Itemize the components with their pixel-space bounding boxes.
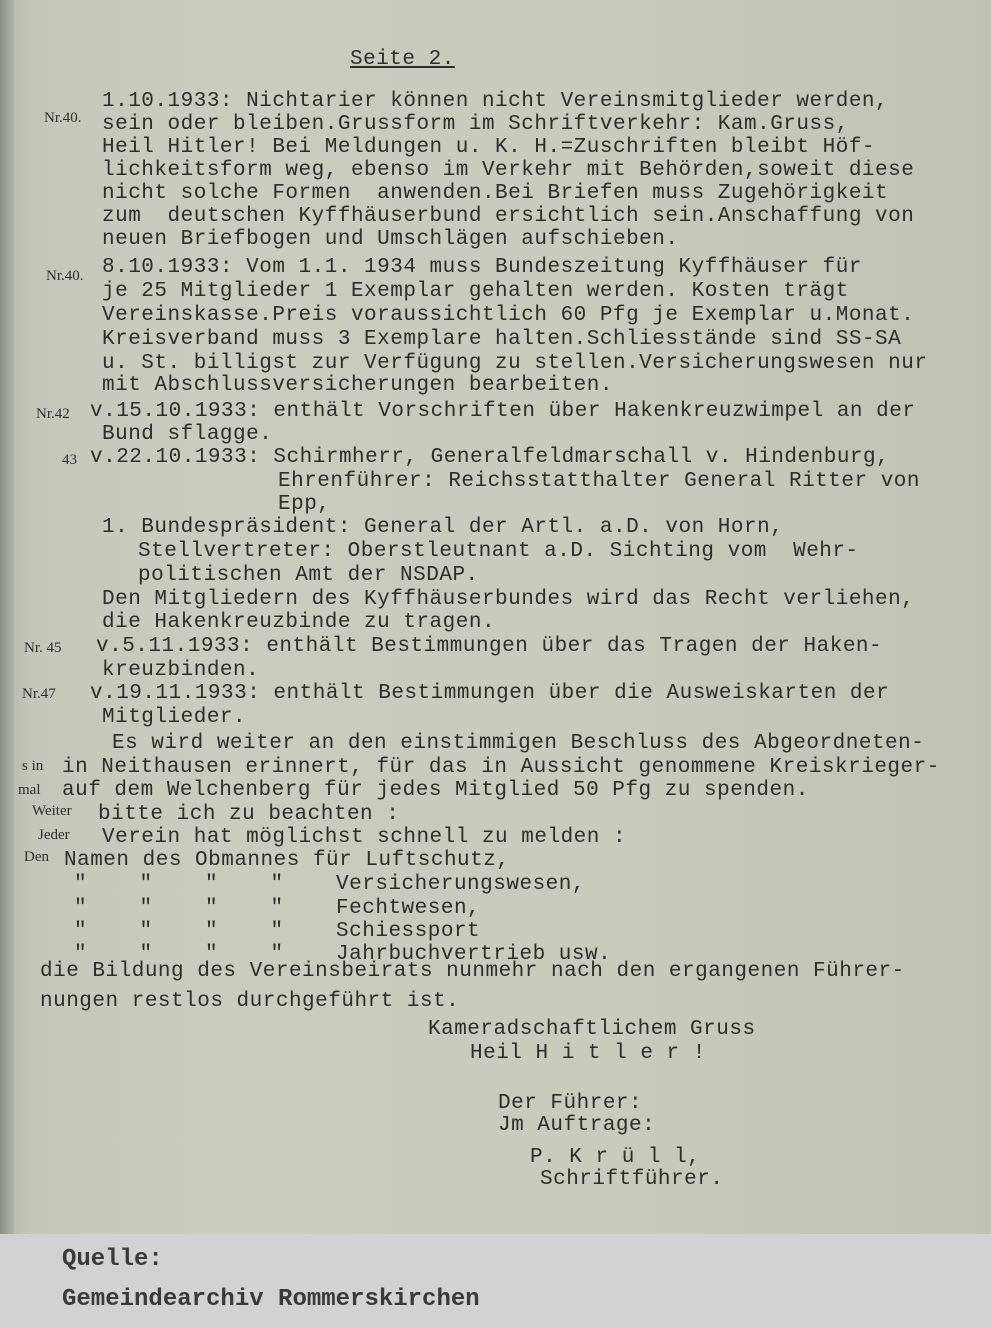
text-line: zum deutschen Kyffhäuserbund ersichtlich sein.Anschaffung von xyxy=(102,205,915,228)
text-line: v.22.10.1933: Schirmherr, Generalfeldmarschall v. Hindenburg, xyxy=(90,446,890,469)
text-line: neuen Briefbogen und Umschlägen aufschieben. xyxy=(102,228,679,251)
closing-salute: Heil H i t l e r ! xyxy=(470,1042,706,1065)
text-line: v.5.11.1933: enthält Bestimmungen über das Tragen der Haken- xyxy=(96,635,883,658)
text-line: Bund sflagge. xyxy=(102,423,273,446)
margin-note: mal xyxy=(18,782,41,798)
source-name: Gemeindearchiv Rommerskirchen xyxy=(62,1286,480,1313)
text-line: kreuzbinden. xyxy=(102,659,260,682)
signature-role: Jm Auftrage: xyxy=(498,1114,656,1137)
margin-note: Nr.42 xyxy=(36,406,70,422)
binding-edge xyxy=(0,0,14,1234)
text-line: Stellvertreter: Oberstleutnant a.D. Sichting vom Wehr- xyxy=(138,540,859,563)
text-line: nicht solche Formen anwenden.Bei Briefen muss Zugehörigkeit xyxy=(102,182,889,205)
margin-note: Jeder xyxy=(38,827,70,843)
text-line: lichkeitsform weg, ebenso im Verkehr mit Behörden,soweit diese xyxy=(102,159,915,182)
margin-note: Nr.40. xyxy=(44,110,82,126)
text-line: " " " " Jahrbuchvertrieb usw. xyxy=(74,943,612,966)
text-line: in Neithausen erinnert, für das in Aussicht genommene Kreiskrieger- xyxy=(62,756,940,779)
page-title: Seite 2. xyxy=(350,48,455,71)
text-line: " " " " Schiessport xyxy=(74,920,481,943)
text-line: sein oder bleiben.Grussform im Schriftverkehr: Kam.Gruss, xyxy=(102,113,849,136)
source-label: Quelle: xyxy=(62,1246,163,1273)
text-line: Ehrenführer: Reichsstatthalter General Ritter von xyxy=(278,470,921,493)
text-line: v.19.11.1933: enthält Bestimmungen über die Ausweiskarten der xyxy=(90,682,890,705)
text-line: mit Abschlussversicherungen bearbeiten. xyxy=(102,374,613,397)
signature-title: Der Führer: xyxy=(498,1092,643,1115)
text-line: politischen Amt der NSDAP. xyxy=(138,564,479,587)
text-line: die Hakenkreuzbinde zu tragen. xyxy=(102,611,496,634)
text-line: Kreisverband muss 3 Exemplare halten.Schliesstände sind SS-SA xyxy=(102,328,902,351)
text-line: Vereinskasse.Preis voraussichtlich 60 Pfg je Exemplar u.Monat. xyxy=(102,304,915,327)
text-line: 1.10.1933: Nichtarier können nicht Vereinsmitglieder werden, xyxy=(102,90,889,113)
text-line: Namen des Obmannes für Luftschutz, xyxy=(64,849,510,872)
source-footer xyxy=(0,1234,991,1327)
text-line: Heil Hitler! Bei Meldungen u. K. H.=Zuschriften bleibt Höf- xyxy=(102,136,876,159)
text-line: " " " " Fechtwesen, xyxy=(74,897,481,920)
text-line: v.15.10.1933: enthält Vorschriften über Hakenkreuzwimpel an der xyxy=(90,400,916,423)
margin-note: Nr.47 xyxy=(22,686,56,702)
text-line: Mitglieder. xyxy=(102,706,247,729)
signature-name: P. K r ü l l, xyxy=(530,1146,701,1169)
text-line: nungen restlos durchgeführt ist. xyxy=(40,990,460,1013)
text-line: 8.10.1933: Vom 1.1. 1934 muss Bundeszeitung Kyffhäuser für xyxy=(102,256,862,279)
signature-office: Schriftführer. xyxy=(540,1168,724,1191)
text-line: u. St. billigst zur Verfügung zu stellen.Versicherungswesen nur xyxy=(102,352,928,375)
text-line: auf dem Welchenberg für jedes Mitglied 50 Pfg zu spenden. xyxy=(62,779,809,802)
closing-greeting: Kameradschaftlichem Gruss xyxy=(428,1018,756,1041)
text-line: je 25 Mitglieder 1 Exemplar gehalten werden. Kosten trägt xyxy=(102,280,849,303)
text-line: Es wird weiter an den einstimmigen Beschluss des Abgeordneten- xyxy=(112,732,925,755)
margin-note: s in xyxy=(22,758,44,774)
text-line: Den Mitgliedern des Kyffhäuserbundes wird das Recht verliehen, xyxy=(102,588,915,611)
text-line: 1. Bundespräsident: General der Artl. a.D. von Horn, xyxy=(102,516,784,539)
margin-note: Nr.40. xyxy=(46,268,84,284)
margin-note: 43 xyxy=(62,452,77,468)
text-line: " " " " Versicherungswesen, xyxy=(74,873,585,896)
margin-note: Nr. 45 xyxy=(24,640,62,656)
text-line: die Bildung des Vereinsbeirats nunmehr nach den ergangenen Führer- xyxy=(40,960,905,983)
text-line: bitte ich zu beachten : xyxy=(98,803,400,826)
text-line: Verein hat möglichst schnell zu melden : xyxy=(102,826,627,849)
margin-note: Den xyxy=(24,849,49,865)
text-line: Epp, xyxy=(278,493,331,516)
margin-note: Weiter xyxy=(32,803,72,819)
